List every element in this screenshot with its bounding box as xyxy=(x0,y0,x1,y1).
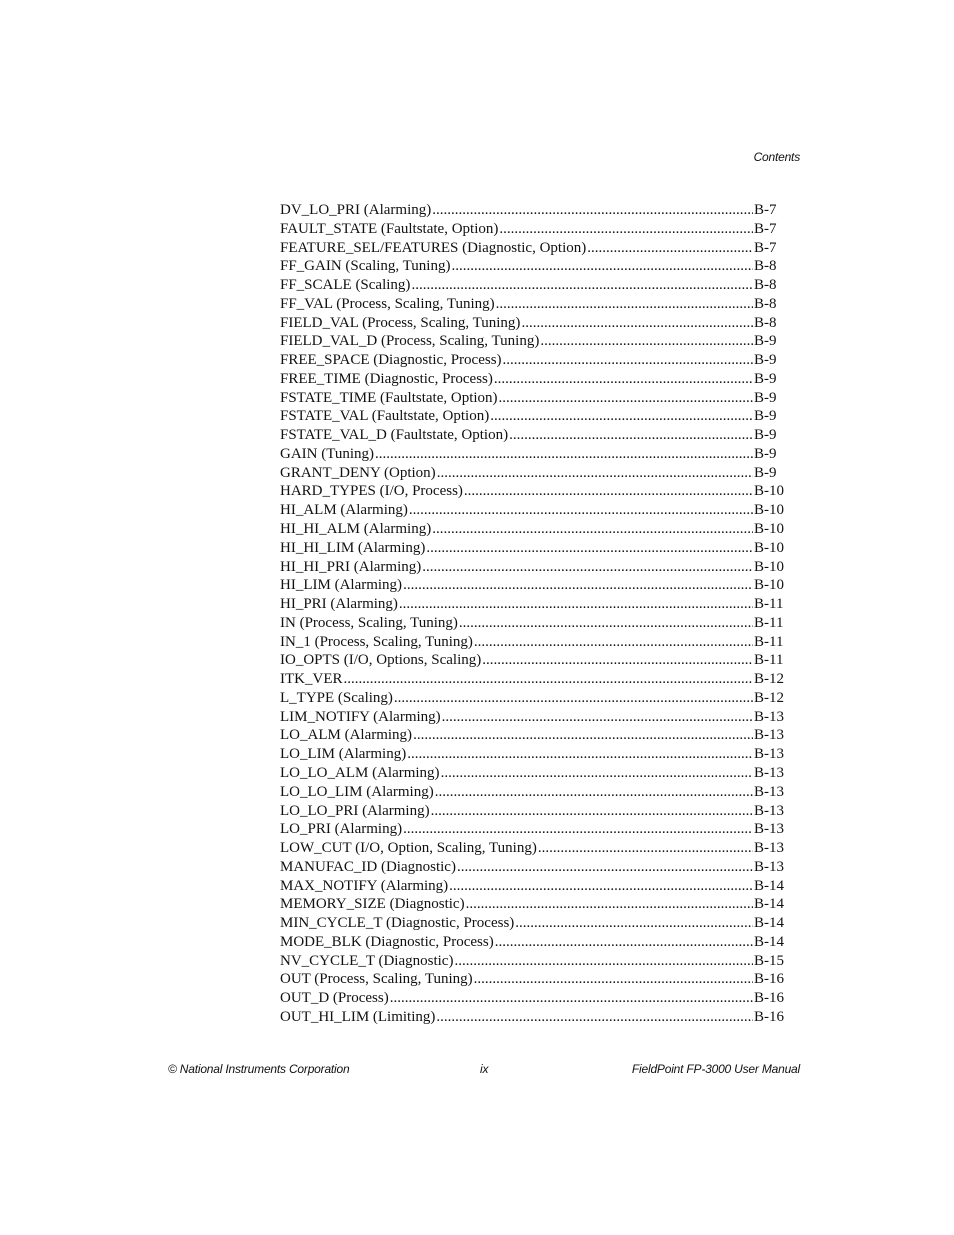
toc-entry-title: FF_VAL (Process, Scaling, Tuning) xyxy=(280,295,495,312)
toc-entry-title: FSTATE_VAL_D (Faultstate, Option) xyxy=(280,427,509,444)
toc-entry-title: FSTATE_VAL (Faultstate, Option) xyxy=(280,408,490,425)
toc-entry[interactable] xyxy=(280,482,788,501)
toc-entry-title: ITK_VER xyxy=(280,671,343,688)
toc-entry-title: LO_ALM (Alarming) xyxy=(280,727,413,744)
dot-leader xyxy=(411,276,753,295)
toc-entry[interactable] xyxy=(280,576,788,595)
toc-entry-title: LOW_CUT (I/O, Option, Scaling, Tuning) xyxy=(280,840,537,857)
toc-entry[interactable] xyxy=(280,539,788,558)
toc-entry-title: FAULT_STATE (Faultstate, Option) xyxy=(280,220,499,237)
toc-entry[interactable] xyxy=(280,783,788,802)
toc-entry-page: B-8 xyxy=(754,314,777,331)
toc-entry[interactable] xyxy=(280,370,788,389)
toc-entry-title: OUT (Process, Scaling, Tuning) xyxy=(280,971,473,988)
toc-entry-title: FIELD_VAL_D (Process, Scaling, Tuning) xyxy=(280,333,540,350)
toc-entry[interactable] xyxy=(280,407,788,426)
dot-leader xyxy=(482,651,753,670)
toc-entry-title: MEMORY_SIZE (Diagnostic) xyxy=(280,896,465,913)
toc-entry-page: B-10 xyxy=(754,502,784,519)
toc-entry-title: OUT_D (Process) xyxy=(280,990,389,1007)
toc-entry[interactable] xyxy=(280,764,788,783)
toc-entry-title: GAIN (Tuning) xyxy=(280,445,375,462)
toc-entry-page: B-9 xyxy=(754,464,777,481)
toc-entry-page: B-9 xyxy=(754,427,777,444)
toc-entry-title: LO_LO_ALM (Alarming) xyxy=(280,764,440,781)
toc-entry-title: L_TYPE (Scaling) xyxy=(280,689,393,706)
toc-entry-title: MIN_CYCLE_T (Diagnostic, Process) xyxy=(280,915,515,932)
toc-entry-title: LIM_NOTIFY (Alarming) xyxy=(280,708,441,725)
dot-leader xyxy=(403,576,753,595)
dot-leader xyxy=(390,989,753,1008)
toc-entry[interactable] xyxy=(280,633,788,652)
dot-leader xyxy=(422,558,753,577)
dot-leader xyxy=(436,1008,753,1027)
dot-leader xyxy=(466,895,753,914)
dot-leader xyxy=(394,689,753,708)
dot-leader xyxy=(435,783,753,802)
toc-entry[interactable] xyxy=(280,895,788,914)
toc-entry[interactable] xyxy=(280,445,788,464)
dot-leader xyxy=(432,520,753,539)
dot-leader xyxy=(587,239,753,258)
toc-entry-page: B-13 xyxy=(754,746,784,763)
toc-entry-page: B-9 xyxy=(754,408,777,425)
toc-entry-title: MANUFAC_ID (Diagnostic) xyxy=(280,858,456,875)
toc-entry-title: OUT_HI_LIM (Limiting) xyxy=(280,1008,436,1025)
dot-leader xyxy=(474,970,753,989)
toc-entry[interactable] xyxy=(280,351,788,370)
dot-leader xyxy=(344,670,754,689)
toc-entry-page: B-10 xyxy=(754,558,784,575)
toc-entry[interactable] xyxy=(280,989,788,1008)
toc-entry-page: B-9 xyxy=(754,445,777,462)
toc-entry-page: B-13 xyxy=(754,858,784,875)
toc-entry-page: B-7 xyxy=(754,220,777,237)
dot-leader xyxy=(499,389,753,408)
toc-entry-page: B-10 xyxy=(754,539,784,556)
toc-entry-title: GRANT_DENY (Option) xyxy=(280,464,436,481)
toc-entry[interactable] xyxy=(280,239,788,258)
toc-entry-title: FIELD_VAL (Process, Scaling, Tuning) xyxy=(280,314,521,331)
toc-entry-title: IN_1 (Process, Scaling, Tuning) xyxy=(280,633,473,650)
toc-entry[interactable] xyxy=(280,670,788,689)
toc-entry-title: DV_LO_PRI (Alarming) xyxy=(280,202,432,218)
toc-entry[interactable] xyxy=(280,858,788,877)
toc-entry-page: B-13 xyxy=(754,708,784,725)
toc-entry[interactable] xyxy=(280,314,788,333)
toc-entry-title: HI_ALM (Alarming) xyxy=(280,502,408,519)
dot-leader xyxy=(409,501,753,520)
dot-leader xyxy=(495,933,753,952)
toc-entry-title: HI_HI_ALM (Alarming) xyxy=(280,521,432,538)
toc-entry-page: B-8 xyxy=(754,258,777,275)
toc-entry[interactable] xyxy=(280,689,788,708)
dot-leader xyxy=(459,614,753,633)
toc-entry-title: MAX_NOTIFY (Alarming) xyxy=(280,877,449,894)
toc-entry-title: LO_PRI (Alarming) xyxy=(280,821,403,838)
toc-entry-title: HI_HI_LIM (Alarming) xyxy=(280,539,426,556)
dot-leader xyxy=(490,407,753,426)
toc-entry-page: B-8 xyxy=(754,277,777,294)
toc-entry-title: IN (Process, Scaling, Tuning) xyxy=(280,614,458,631)
toc-entry[interactable] xyxy=(280,501,788,520)
dot-leader xyxy=(451,257,753,276)
toc-entry-title: NV_CYCLE_T (Diagnostic) xyxy=(280,952,454,969)
toc-entry-title: HI_LIM (Alarming) xyxy=(280,577,403,594)
toc-entry-page: B-10 xyxy=(754,483,784,500)
dot-leader xyxy=(538,839,753,858)
dot-leader xyxy=(426,539,753,558)
dot-leader xyxy=(399,595,753,614)
dot-leader xyxy=(457,858,753,877)
dot-leader xyxy=(432,201,753,220)
dot-leader xyxy=(437,464,753,483)
toc-entry-page: B-11 xyxy=(754,633,784,650)
toc-entry[interactable] xyxy=(280,877,788,896)
dot-leader xyxy=(515,914,753,933)
toc-entry[interactable] xyxy=(280,295,788,314)
toc-entry[interactable] xyxy=(280,952,788,971)
toc-entry-title: HARD_TYPES (I/O, Process) xyxy=(280,483,463,500)
toc-entry-page: B-9 xyxy=(754,333,777,350)
toc-entry-title: HI_PRI (Alarming) xyxy=(280,596,398,613)
toc-entry[interactable] xyxy=(280,257,788,276)
toc-entry-page: B-12 xyxy=(754,671,784,688)
toc-entry-page: B-16 xyxy=(754,990,784,1007)
toc-entry[interactable] xyxy=(280,201,788,220)
toc-entry-page: B-16 xyxy=(754,971,784,988)
toc-entry[interactable] xyxy=(280,745,788,764)
toc-entry-page: B-9 xyxy=(754,389,777,406)
toc-entry-page: B-8 xyxy=(754,295,777,312)
toc-entry-page: B-13 xyxy=(754,802,784,819)
toc-entry-title: FF_SCALE (Scaling) xyxy=(280,277,411,294)
toc-entry[interactable] xyxy=(280,464,788,483)
dot-leader xyxy=(540,332,753,351)
toc-entry[interactable] xyxy=(280,1008,788,1027)
footer-copyright: © National Instruments Corporation xyxy=(168,1062,350,1076)
toc-entry-title: MODE_BLK (Diagnostic, Process) xyxy=(280,933,494,950)
dot-leader xyxy=(496,295,753,314)
table-of-contents xyxy=(280,201,788,1027)
toc-entry-page: B-7 xyxy=(754,202,777,218)
toc-entry[interactable] xyxy=(280,389,788,408)
toc-entry-page: B-9 xyxy=(754,370,777,387)
toc-entry-title: LO_LIM (Alarming) xyxy=(280,746,407,763)
footer-page-number: ix xyxy=(480,1062,489,1076)
toc-entry[interactable] xyxy=(280,520,788,539)
dot-leader xyxy=(499,220,753,239)
running-header: Contents xyxy=(753,150,800,164)
toc-entry-title: FSTATE_TIME (Faultstate, Option) xyxy=(280,389,498,406)
toc-entry-page: B-14 xyxy=(754,896,784,913)
toc-entry[interactable] xyxy=(280,276,788,295)
dot-leader xyxy=(521,314,753,333)
toc-entry[interactable] xyxy=(280,426,788,445)
toc-entry-title: FEATURE_SEL/FEATURES (Diagnostic, Option) xyxy=(280,239,587,256)
toc-entry-page: B-15 xyxy=(754,952,784,969)
toc-entry-page: B-10 xyxy=(754,577,784,594)
dot-leader xyxy=(442,708,753,727)
toc-entry-title: FREE_TIME (Diagnostic, Process) xyxy=(280,370,493,387)
toc-entry-page: B-11 xyxy=(754,614,784,631)
dot-leader xyxy=(413,726,753,745)
toc-entry[interactable] xyxy=(280,651,788,670)
toc-entry-title: LO_LO_PRI (Alarming) xyxy=(280,802,430,819)
toc-entry-page: B-16 xyxy=(754,1008,784,1025)
toc-entry-page: B-12 xyxy=(754,689,784,706)
dot-leader xyxy=(494,370,753,389)
toc-entry-page: B-14 xyxy=(754,915,784,932)
toc-entry[interactable] xyxy=(280,708,788,727)
toc-entry[interactable] xyxy=(280,558,788,577)
toc-entry[interactable] xyxy=(280,802,788,821)
toc-entry-page: B-11 xyxy=(754,652,784,669)
toc-entry[interactable] xyxy=(280,914,788,933)
dot-leader xyxy=(464,482,753,501)
toc-entry[interactable] xyxy=(280,726,788,745)
toc-entry-page: B-14 xyxy=(754,933,784,950)
dot-leader xyxy=(375,445,753,464)
toc-entry[interactable] xyxy=(280,332,788,351)
dot-leader xyxy=(431,802,753,821)
toc-entry[interactable] xyxy=(280,839,788,858)
toc-entry-page: B-7 xyxy=(754,239,777,256)
dot-leader xyxy=(449,877,753,896)
toc-entry-page: B-14 xyxy=(754,877,784,894)
toc-entry-page: B-11 xyxy=(754,596,784,613)
toc-entry-page: B-13 xyxy=(754,821,784,838)
toc-entry-title: HI_HI_PRI (Alarming) xyxy=(280,558,422,575)
toc-entry-title: FREE_SPACE (Diagnostic, Process) xyxy=(280,352,502,369)
toc-entry-page: B-10 xyxy=(754,521,784,538)
toc-entry[interactable] xyxy=(280,595,788,614)
dot-leader xyxy=(407,745,753,764)
toc-entry-page: B-9 xyxy=(754,352,777,369)
toc-entry-page: B-13 xyxy=(754,840,784,857)
toc-entry[interactable] xyxy=(280,220,788,239)
toc-entry-title: LO_LO_LIM (Alarming) xyxy=(280,783,434,800)
toc-entry-page: B-13 xyxy=(754,764,784,781)
toc-entry[interactable] xyxy=(280,820,788,839)
dot-leader xyxy=(454,952,753,971)
toc-entry-title: FF_GAIN (Scaling, Tuning) xyxy=(280,258,451,275)
toc-entry-page: B-13 xyxy=(754,783,784,800)
dot-leader xyxy=(474,633,753,652)
toc-entry[interactable] xyxy=(280,614,788,633)
dot-leader xyxy=(403,820,753,839)
footer-manual-title: FieldPoint FP-3000 User Manual xyxy=(631,1062,800,1076)
dot-leader xyxy=(509,426,753,445)
dot-leader xyxy=(503,351,753,370)
toc-entry-page: B-13 xyxy=(754,727,784,744)
toc-entry[interactable] xyxy=(280,970,788,989)
toc-entry-title: IO_OPTS (I/O, Options, Scaling) xyxy=(280,652,482,669)
dot-leader xyxy=(441,764,753,783)
toc-entry[interactable] xyxy=(280,933,788,952)
